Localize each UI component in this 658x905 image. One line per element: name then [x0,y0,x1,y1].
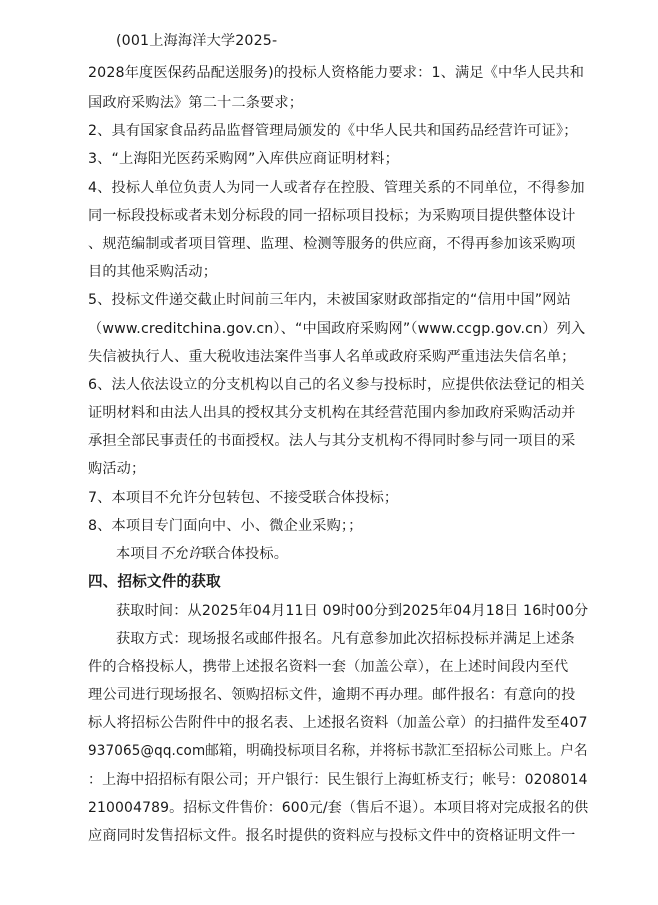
text-line: 失信被执行人、重大税收违法案件当事人名单或政府采购严重违法失信名单； [88,349,576,365]
text-line: 210004789。招标文件售价：600元/套（售后不退）。本项目将对完成报名的供 [88,800,589,816]
text-line: 标人将招标公告附件中的报名表、上述报名资料（加盖公章）的扫描件发至407 [88,715,588,731]
text-line: 理公司进行现场报名、领购招标文件，逾期不再办理。邮件报名：有意向的投 [88,687,576,703]
text-line: 目的其他采购活动； [88,264,218,280]
text-line: 应商同时发售招标文件。报名时提供的资料应与投标文件中的资格证明文件一 [88,828,576,844]
text-line: 2028年度医保药品配送服务)的投标人资格能力要求：1、满足《中华人民共和 [88,65,585,81]
text-line: 2、具有国家食品药品监督管理局颁发的《中华人民共和国药品经营许可证》； [88,123,578,139]
text-line: （www.creditchina.gov.cn）、“中国政府采购网”（www.ccgp.gov.cn）列入 [88,321,586,337]
text-line: 获取时间：从2025年04月11日 09时00分到2025年04月18日 16时00分 [116,603,589,619]
text-line: 5、投标文件递交截止时间前三年内，未被国家财政部指定的“信用中国”网站 [88,292,571,308]
section-heading: 四、招标文件的获取 [88,573,221,590]
text-line: 承担全部民事责任的书面授权。法人与其分支机构不得同时参与同一项目的采 [88,433,576,449]
consortium-note-emphasis: 不允许 [159,546,203,562]
consortium-note-suffix: 联合体投标。 [202,546,289,562]
text-line: 6、法人依法设立的分支机构以自己的名义参与投标时，应提供依法登记的相关 [88,377,585,393]
text-line: 937065@qq.com邮箱，明确投标项目名称，并将标书款汇至招标公司账上。户名 [88,743,588,759]
text-line: 购活动； [88,461,146,477]
text-line: ：上海中招招标有限公司；开户银行：民生银行上海虹桥支行；帐号：0208014 [88,772,588,788]
text-line: 7、本项目不允许分包转包、不接受联合体投标； [88,490,399,506]
text-line: (001上海海洋大学2025- [116,33,278,49]
text-line: 、规范编制或者项目管理、监理、检测等服务的供应商，不得再参加该采购项 [88,236,576,252]
text-line: 4、投标人单位负责人为同一人或者存在控股、管理关系的不同单位，不得参加 [88,180,585,196]
text-line: 件的合格投标人，携带上述报名资料一套（加盖公章），在上述时间段内至代 [88,659,569,675]
consortium-note [116,545,288,563]
text-line: 证明材料和由法人出具的授权其分支机构在其经营范围内参加政府采购活动并 [88,405,576,421]
text-line: 获取方式：现场报名或邮件报名。凡有意参加此次招标投标并满足上述条 [116,631,575,647]
text-line: 国政府采购法》第二十二条要求； [88,95,304,111]
text-line: 同一标段投标或者未划分标段的同一招标项目投标；为采购项目提供整体设计 [88,208,576,224]
text-line: 3、“上海阳光医药采购网”入库供应商证明材料； [88,151,399,167]
text-line: 8、本项目专门面向中、小、微企业采购；； [88,518,363,534]
consortium-note-prefix: 本项目 [116,546,160,562]
